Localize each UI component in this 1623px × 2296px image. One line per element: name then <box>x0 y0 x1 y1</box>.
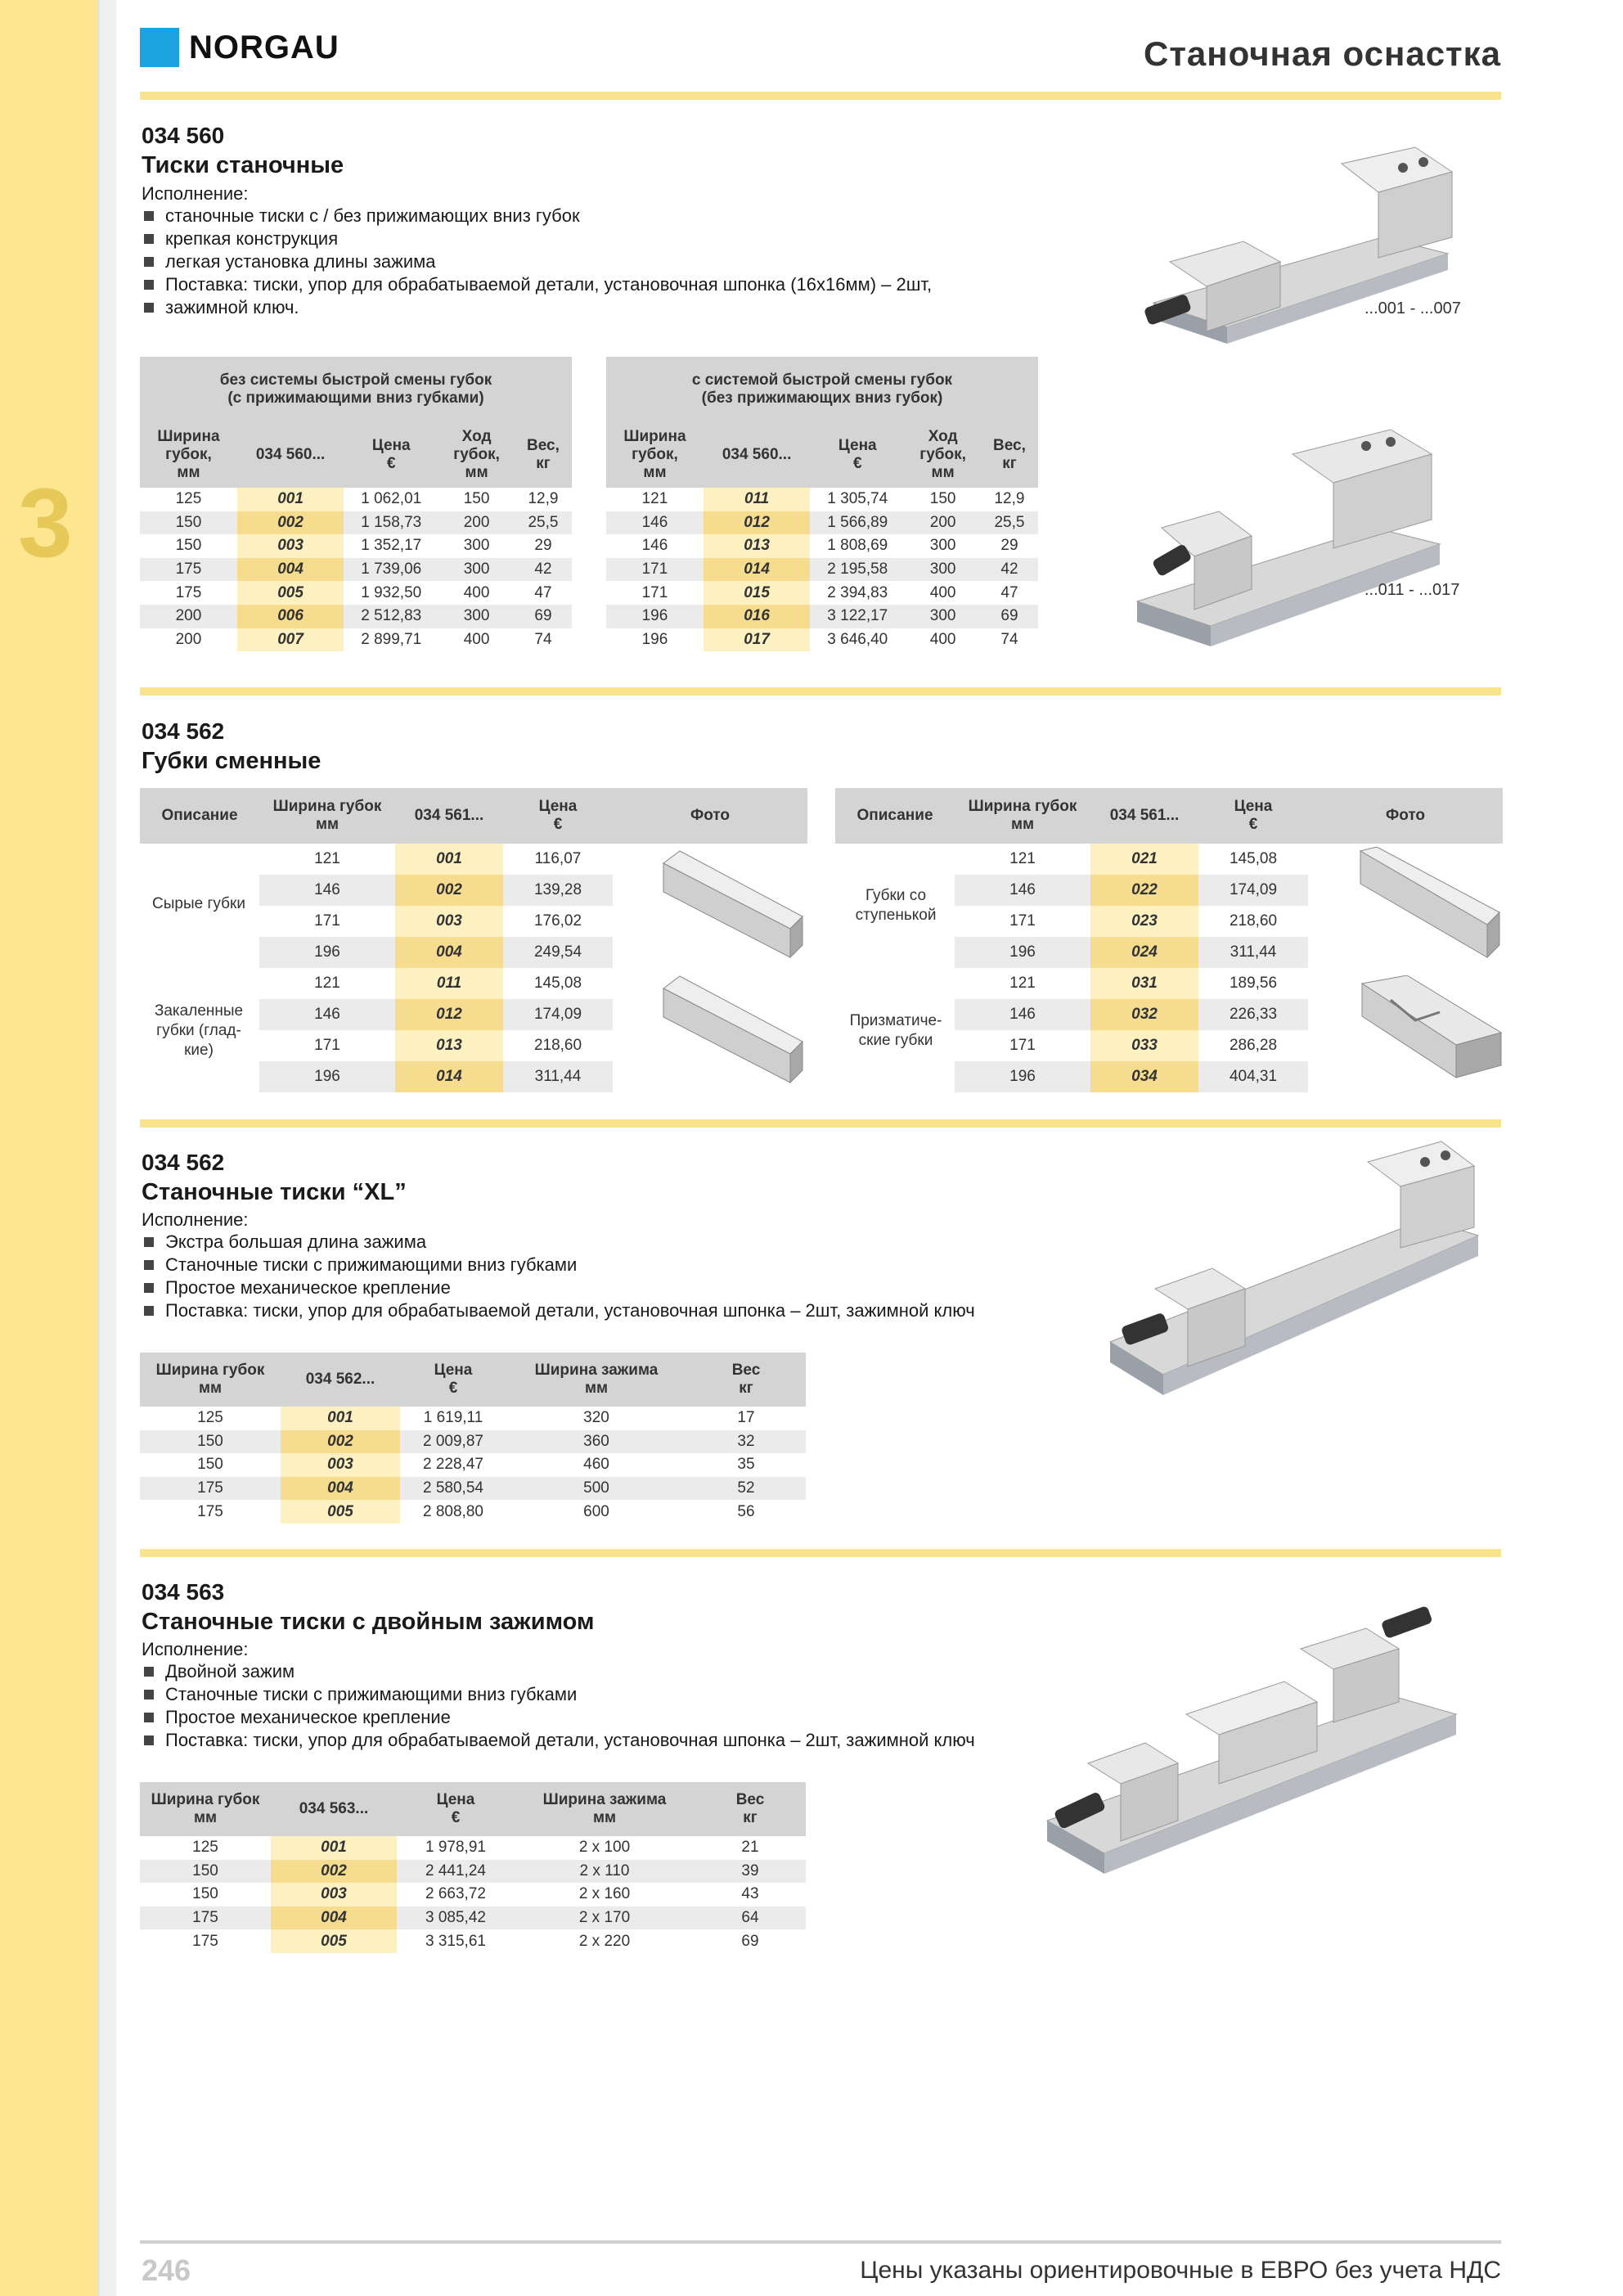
table-cell: 171 <box>314 1037 340 1054</box>
col-stroke: Ход губок, мм <box>905 422 981 488</box>
table-cell: 2 х 170 <box>515 1907 695 1930</box>
group-title: без системы быстрой смены губок <box>219 371 492 389</box>
col-price: Цена € <box>503 788 613 844</box>
table-cell: 121 <box>641 490 668 508</box>
col-photo: Фото <box>1308 788 1503 844</box>
table-cell: 145,08 <box>533 975 582 992</box>
table-cell: 1 352,17 <box>361 537 422 555</box>
table-cell: 2 394,83 <box>827 583 888 601</box>
table-cell: 196 <box>955 1061 1090 1092</box>
table-row <box>606 558 1038 582</box>
table-row <box>140 1929 806 1953</box>
table-cell: 52 <box>686 1477 806 1501</box>
table-cell: 150 <box>175 537 202 555</box>
table-cell: 74 <box>1000 630 1018 648</box>
group-subtitle: (с прижимающими вниз губками) <box>227 389 484 407</box>
table-cell: 196 <box>641 630 668 648</box>
table-cell: 600 <box>583 1502 609 1520</box>
table-cell: 42 <box>981 558 1038 582</box>
col-price: Цена € <box>1198 788 1308 844</box>
description-cell <box>835 1061 955 1092</box>
divider <box>140 687 1501 696</box>
description-cell <box>835 844 955 875</box>
table-cell: 146 <box>641 537 668 555</box>
table-cell: 150 <box>197 1456 223 1474</box>
table-cell: 121 <box>314 850 340 867</box>
order-code-cell: 017 <box>704 628 810 652</box>
table-cell: 286,28 <box>1229 1037 1278 1054</box>
section-code: 034 560 <box>142 123 225 148</box>
table-cell: 125 <box>197 1409 223 1427</box>
table-row <box>606 605 1038 628</box>
table-cell: 146 <box>955 999 1090 1030</box>
table-cell: 12,9 <box>994 490 1025 508</box>
feature-item: Простое механическое крепление <box>144 1276 975 1299</box>
feature-item: Станочные тиски с прижимающими вниз губками <box>144 1683 975 1706</box>
order-code-cell: 032 <box>1090 999 1198 1030</box>
order-code-cell: 013 <box>395 1030 503 1061</box>
prismatic-jaw-image <box>1358 975 1505 1082</box>
logo-square-icon <box>140 28 179 67</box>
table-cell: 2 663,72 <box>425 1885 486 1903</box>
order-code-cell: 021 <box>1090 844 1198 875</box>
table-cell: 69 <box>981 605 1038 628</box>
table-cell: 2 228,47 <box>423 1456 483 1474</box>
order-code-cell: 011 <box>704 488 810 511</box>
divider <box>140 1549 1501 1557</box>
order-code-cell: 016 <box>704 605 810 628</box>
table-cell: 196 <box>955 937 1090 968</box>
order-code-cell: 012 <box>395 999 503 1030</box>
col-code: 034 562... <box>281 1353 400 1407</box>
jaw-type-label: Закаленные губки (глад- кие) <box>154 1002 244 1059</box>
table-cell: 150 <box>140 511 237 535</box>
order-code-cell: 015 <box>704 581 810 605</box>
page-number: 246 <box>142 2253 191 2287</box>
table-cell: 146 <box>259 875 395 906</box>
table-cell: 200 <box>905 511 981 535</box>
quick-change-vise-image <box>1129 421 1456 667</box>
col-code: 034 560... <box>704 422 810 488</box>
order-code-cell: 005 <box>237 581 344 605</box>
divider <box>140 92 1501 100</box>
table-cell: 171 <box>1009 1037 1036 1054</box>
col-price: Цена € <box>810 422 905 488</box>
table-cell: 360 <box>506 1430 686 1454</box>
table-row <box>140 1430 806 1454</box>
table-cell: 29 <box>1000 537 1018 555</box>
table-cell: 3 646,40 <box>827 630 888 648</box>
table-cell: 150 <box>929 490 956 508</box>
table-row <box>140 1883 806 1907</box>
table-row <box>140 581 572 605</box>
table-cell: 69 <box>515 605 572 628</box>
table-cell: 32 <box>686 1430 806 1454</box>
table-row <box>606 534 1038 558</box>
table-cell: 2 899,71 <box>361 630 422 648</box>
table-cell: 1 739,06 <box>344 558 438 582</box>
table-cell: 300 <box>438 605 515 628</box>
table-cell: 2 808,80 <box>423 1502 483 1520</box>
order-code-cell: 001 <box>271 1836 397 1860</box>
table-cell: 175 <box>192 1932 218 1950</box>
table-cell: 300 <box>463 537 490 555</box>
jaw-type-label: Губки со ступенькой <box>855 887 937 924</box>
section-code: 034 562 <box>142 1150 225 1175</box>
table-cell: 150 <box>463 490 490 508</box>
stepped-jaw-image <box>1356 847 1504 961</box>
table-cell: 2 441,24 <box>397 1860 515 1884</box>
description-cell <box>835 937 955 968</box>
table-cell: 139,28 <box>503 875 613 906</box>
price-note: Цены указаны ориентировочные в ЕВРО без учета НДС <box>860 2257 1501 2284</box>
col-weight: Вес кг <box>695 1782 806 1836</box>
col-code: 034 563... <box>271 1782 397 1836</box>
raw-jaw-image <box>659 847 807 961</box>
hardened-jaw-image <box>659 972 807 1087</box>
feature-item: Экстра большая длина зажима <box>144 1231 975 1254</box>
col-code: 034 561... <box>1090 788 1198 844</box>
table-cell: 2 195,58 <box>810 558 905 582</box>
table-cell: 200 <box>438 511 515 535</box>
table-cell: 47 <box>1000 583 1018 601</box>
feature-item: Поставка: тиски, упор для обрабатываемой детали, установочная шпонка – 2шт, зажимной ключ <box>144 1729 975 1752</box>
order-code-cell: 024 <box>1090 937 1198 968</box>
order-code-cell: 013 <box>704 534 810 558</box>
image-caption: ...001 - ...007 <box>1364 299 1461 317</box>
table-cell: 200 <box>175 630 202 648</box>
table-cell: 150 <box>140 1430 281 1454</box>
table-cell: 69 <box>741 1932 759 1950</box>
table-cell: 146 <box>955 875 1090 906</box>
table-cell: 249,54 <box>503 937 613 968</box>
table-cell: 43 <box>741 1885 759 1903</box>
table-cell: 25,5 <box>981 511 1038 535</box>
description-cell <box>835 968 955 999</box>
order-code-cell: 033 <box>1090 1030 1198 1061</box>
image-caption: ...011 - ...017 <box>1364 581 1460 599</box>
table-cell: 174,09 <box>503 999 613 1030</box>
table-row <box>140 511 572 535</box>
section-title: Станочные тиски “XL” <box>142 1179 407 1205</box>
table-cell: 121 <box>1009 975 1036 992</box>
col-width: Ширина губок мм <box>140 1353 281 1407</box>
order-code-cell: 001 <box>395 844 503 875</box>
table-cell: 320 <box>583 1409 609 1427</box>
order-code-cell: 003 <box>281 1453 400 1477</box>
jaw-type-label: Сырые губки <box>152 895 245 912</box>
order-code-cell: 004 <box>395 937 503 968</box>
spec-label: Исполнение: <box>142 1209 249 1230</box>
table-cell: 47 <box>534 583 552 601</box>
xl-vise-image <box>1106 1137 1482 1407</box>
order-code-cell: 003 <box>237 534 344 558</box>
order-code-cell: 012 <box>704 511 810 535</box>
table-cell: 175 <box>197 1502 223 1520</box>
table-cell: 171 <box>314 912 340 930</box>
table-cell: 146 <box>606 511 704 535</box>
table-cell: 2 009,87 <box>400 1430 506 1454</box>
table-row <box>140 1477 806 1501</box>
order-code-cell: 014 <box>395 1061 503 1092</box>
table-cell: 145,08 <box>1229 850 1278 867</box>
table-row <box>606 511 1038 535</box>
feature-item: Простое механическое крепление <box>144 1706 975 1729</box>
table-cell: 300 <box>929 537 956 555</box>
table-cell: 146 <box>259 999 395 1030</box>
table-cell: 404,31 <box>1198 1061 1308 1092</box>
table-cell: 171 <box>1009 912 1036 930</box>
table-cell: 3 085,42 <box>397 1907 515 1930</box>
col-width: Ширина губок, мм <box>606 422 704 488</box>
description-cell <box>140 937 259 968</box>
table-cell: 2 х 220 <box>578 1932 631 1950</box>
table-cell: 175 <box>140 1477 281 1501</box>
table-cell: 2 х 160 <box>578 1885 631 1903</box>
order-code-cell: 002 <box>237 511 344 535</box>
feature-item: станочные тиски с / без прижимающих вниз губок <box>144 205 932 227</box>
table-cell: 1 305,74 <box>827 490 888 508</box>
col-width: Ширина губок мм <box>955 788 1090 844</box>
table-cell: 176,02 <box>533 912 582 930</box>
page-title: Станочная оснастка <box>1143 34 1501 73</box>
table-cell: 116,07 <box>534 850 582 867</box>
section-code: 034 563 <box>142 1579 225 1605</box>
order-code-cell: 002 <box>281 1430 400 1454</box>
vise-table-a <box>140 357 572 651</box>
table-cell: 125 <box>175 490 202 508</box>
col-weight: Вес, кг <box>981 422 1038 488</box>
table-row <box>140 1453 806 1477</box>
table-cell: 400 <box>463 630 490 648</box>
section-title: Тиски станочные <box>142 152 344 178</box>
col-stroke: Ход губок, мм <box>438 422 515 488</box>
order-code-cell: 002 <box>395 875 503 906</box>
table-cell: 196 <box>606 605 704 628</box>
order-code-cell: 004 <box>271 1907 397 1930</box>
order-code-cell: 011 <box>395 968 503 999</box>
col-code: 034 560... <box>237 422 344 488</box>
col-width: Ширина губок, мм <box>140 422 237 488</box>
col-width: Ширина губок мм <box>140 1782 271 1836</box>
feature-list <box>144 205 932 319</box>
table-row <box>606 488 1038 511</box>
order-code-cell: 014 <box>704 558 810 582</box>
order-code-cell: 005 <box>281 1500 400 1524</box>
feature-item: зажимной ключ. <box>144 296 932 319</box>
double-clamp-vise-table <box>140 1782 806 1953</box>
table-row <box>140 558 572 582</box>
description-cell <box>140 968 259 999</box>
table-row <box>140 534 572 558</box>
sidebar-band <box>0 0 98 2296</box>
col-weight: Вес, кг <box>515 422 572 488</box>
table-cell: 17 <box>737 1409 755 1427</box>
description-cell <box>140 844 259 875</box>
footer-divider <box>140 2240 1501 2244</box>
table-cell: 300 <box>905 558 981 582</box>
table-cell: 175 <box>175 583 202 601</box>
table-cell: 175 <box>140 1907 271 1930</box>
table-cell: 196 <box>259 937 395 968</box>
table-cell: 196 <box>259 1061 395 1092</box>
table-cell: 311,44 <box>1198 937 1308 968</box>
table-group-header <box>606 357 1038 422</box>
table-cell: 3 122,17 <box>810 605 905 628</box>
table-cell: 1 158,73 <box>344 511 438 535</box>
col-weight: Вес кг <box>686 1353 806 1407</box>
order-code-cell: 001 <box>237 488 344 511</box>
table-cell: 150 <box>140 1860 271 1884</box>
order-code-cell: 031 <box>1090 968 1198 999</box>
table-cell: 2 х 100 <box>578 1839 631 1857</box>
group-title: с системой быстрой смены губок <box>691 371 953 389</box>
table-row <box>140 1860 806 1884</box>
table-cell: 150 <box>192 1885 218 1903</box>
sidebar-edge <box>98 0 116 2296</box>
table-row <box>140 1836 806 1860</box>
vise-table-b <box>606 357 1038 651</box>
col-clamp-width: Ширина зажима мм <box>506 1353 686 1407</box>
order-code-cell: 004 <box>281 1477 400 1501</box>
table-row <box>606 628 1038 652</box>
table-cell: 460 <box>583 1456 609 1474</box>
feature-list <box>144 1231 975 1322</box>
table-cell: 1 062,01 <box>361 490 422 508</box>
table-cell: 171 <box>641 583 668 601</box>
table-cell: 56 <box>737 1502 755 1520</box>
table-cell: 3 315,61 <box>425 1932 486 1950</box>
order-code-cell: 001 <box>281 1407 400 1430</box>
col-width: Ширина губок мм <box>259 788 395 844</box>
table-group-header <box>140 357 572 422</box>
table-cell: 35 <box>737 1456 755 1474</box>
order-code-cell: 034 <box>1090 1061 1198 1092</box>
table-cell: 171 <box>606 558 704 582</box>
spec-label: Исполнение: <box>142 1639 249 1659</box>
table-cell: 39 <box>695 1860 806 1884</box>
table-cell: 64 <box>695 1907 806 1930</box>
divider <box>140 1119 1501 1128</box>
table-cell: 200 <box>140 605 237 628</box>
table-cell: 121 <box>314 975 340 992</box>
section-title: Губки сменные <box>142 748 321 774</box>
table-cell: 121 <box>1009 850 1036 867</box>
brand-logo <box>140 28 339 67</box>
feature-item: Поставка: тиски, упор для обрабатываемой детали, установочная шпонка – 2шт, зажимной ключ <box>144 1299 975 1322</box>
spec-label: Исполнение: <box>142 183 249 204</box>
table-cell: 25,5 <box>515 511 572 535</box>
order-code-cell: 003 <box>271 1883 397 1907</box>
table-cell: 125 <box>192 1839 218 1857</box>
table-cell: 29 <box>534 537 552 555</box>
table-row <box>140 1407 806 1430</box>
group-subtitle: (без прижимающих вниз губок) <box>701 389 943 407</box>
feature-item: крепкая конструкция <box>144 227 932 250</box>
table-cell: 2 512,83 <box>344 605 438 628</box>
table-cell: 1 808,69 <box>827 537 888 555</box>
machine-vise-image <box>1137 139 1464 376</box>
jaw-type-label: Призматиче- ские губки <box>849 1012 942 1049</box>
table-cell: 400 <box>929 583 956 601</box>
order-code-cell: 004 <box>237 558 344 582</box>
table-cell: 400 <box>463 583 490 601</box>
table-cell: 226,33 <box>1198 999 1308 1030</box>
table-cell: 2 х 110 <box>515 1860 695 1884</box>
table-cell: 189,56 <box>1229 975 1278 992</box>
table-cell: 311,44 <box>503 1061 613 1092</box>
table-cell: 12,9 <box>528 490 559 508</box>
double-clamp-vise-image <box>1039 1600 1464 1894</box>
order-code-cell: 006 <box>237 605 344 628</box>
table-cell: 300 <box>905 605 981 628</box>
feature-list <box>144 1660 975 1752</box>
feature-item: Двойной зажим <box>144 1660 975 1683</box>
table-cell: 1 619,11 <box>423 1409 483 1427</box>
section-code: 034 562 <box>142 718 225 744</box>
order-code-cell: 007 <box>237 628 344 652</box>
feature-item: легкая установка длины зажима <box>144 250 932 273</box>
table-row <box>140 1500 806 1524</box>
order-code-cell: 003 <box>395 906 503 937</box>
col-description: Описание <box>835 788 955 844</box>
brand-name: NORGAU <box>189 29 339 65</box>
table-cell: 500 <box>506 1477 686 1501</box>
feature-item: Поставка: тиски, упор для обрабатываемой детали, установочная шпонка (16х16мм) – 2шт, <box>144 273 932 296</box>
col-clamp-width: Ширина зажима мм <box>515 1782 695 1836</box>
col-price: Цена € <box>344 422 438 488</box>
chapter-number: 3 <box>18 468 73 578</box>
table-cell: 42 <box>515 558 572 582</box>
col-code: 034 561... <box>395 788 503 844</box>
table-cell: 1 932,50 <box>361 583 422 601</box>
table-cell: 21 <box>741 1839 759 1857</box>
table-cell: 2 580,54 <box>400 1477 506 1501</box>
col-price: Цена € <box>400 1353 506 1407</box>
order-code-cell: 022 <box>1090 875 1198 906</box>
table-cell: 74 <box>534 630 552 648</box>
table-row <box>140 488 572 511</box>
table-row <box>606 581 1038 605</box>
col-price: Цена € <box>397 1782 515 1836</box>
description-cell <box>140 1061 259 1092</box>
table-cell: 1 978,91 <box>425 1839 486 1857</box>
section-title: Станочные тиски с двойным зажимом <box>142 1609 595 1635</box>
table-cell: 300 <box>438 558 515 582</box>
table-cell: 218,60 <box>533 1037 582 1054</box>
order-code-cell: 005 <box>271 1929 397 1953</box>
order-code-cell: 002 <box>271 1860 397 1884</box>
col-photo: Фото <box>613 788 807 844</box>
table-cell: 218,60 <box>1229 912 1278 930</box>
table-cell: 174,09 <box>1198 875 1308 906</box>
table-row <box>140 605 572 628</box>
feature-item: Станочные тиски с прижимающими вниз губками <box>144 1254 975 1276</box>
col-description: Описание <box>140 788 259 844</box>
table-row <box>140 628 572 652</box>
table-cell: 400 <box>929 630 956 648</box>
order-code-cell: 023 <box>1090 906 1198 937</box>
table-cell: 175 <box>140 558 237 582</box>
table-cell: 1 566,89 <box>810 511 905 535</box>
table-row <box>140 1907 806 1930</box>
xl-vise-table <box>140 1353 806 1524</box>
